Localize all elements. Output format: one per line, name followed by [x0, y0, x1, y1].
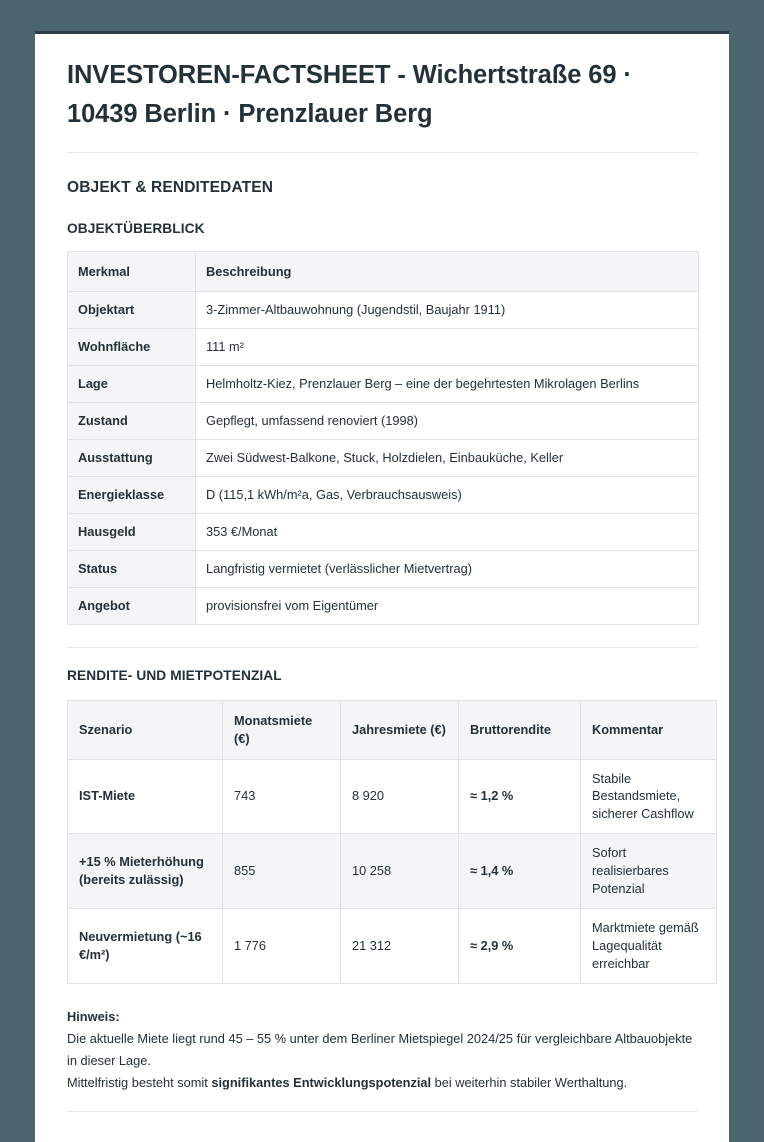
cell-feature-key: Objektart — [68, 292, 196, 329]
cell-feature-value: D (115,1 kWh/m²a, Gas, Verbrauchsausweis) — [196, 476, 699, 513]
table-row — [68, 329, 699, 366]
cell-feature-key: Status — [68, 550, 196, 587]
column-header-jahresmiete: Jahresmiete (€) — [341, 700, 459, 759]
subheading-object-overview: OBJEKTÜBERBLICK — [67, 220, 205, 236]
cell-monthly-rent: 743 — [223, 759, 341, 834]
table-row — [68, 759, 717, 834]
table-row — [68, 834, 717, 909]
cell-feature-value: Zwei Südwest-Balkone, Stuck, Holzdielen, Einbauküche, Keller — [196, 440, 699, 477]
cell-comment: Marktmiete gemäß Lagequalität erreichbar — [581, 909, 717, 984]
cell-feature-value: Langfristig vermietet (verlässlicher Mietvertrag) — [196, 550, 699, 587]
column-header-monatsmiete: Monatsmiete (€) — [223, 700, 341, 759]
cell-annual-rent: 10 258 — [341, 834, 459, 909]
section-heading-object-yield-data: OBJEKT & RENDITEDATEN — [67, 178, 274, 196]
column-header-kommentar: Kommentar — [581, 700, 717, 759]
table-row — [68, 550, 699, 587]
column-header-beschreibung: Beschreibung — [196, 251, 699, 292]
yield-potential-table — [67, 700, 717, 984]
cell-comment: Sofort realisierbares Potenzial — [581, 834, 717, 909]
yield-table-body — [68, 759, 717, 983]
cell-feature-key: Zustand — [68, 403, 196, 440]
cell-feature-value: provisionsfrei vom Eigentümer — [196, 587, 699, 624]
cell-feature-value: Helmholtz-Kiez, Prenzlauer Berg – eine der begehrtesten Mikrolagen Berlins — [196, 366, 699, 403]
cell-feature-key: Energieklasse — [68, 476, 196, 513]
column-header-szenario: Szenario — [68, 700, 223, 759]
cell-feature-key: Hausgeld — [68, 513, 196, 550]
note-line-2-emphasis: signifikantes Entwicklungspotenzial — [211, 1074, 432, 1090]
cell-monthly-rent: 1 776 — [223, 909, 341, 984]
note-block — [67, 1006, 697, 1094]
object-overview-table-head — [68, 251, 699, 292]
cell-feature-value: 111 m² — [196, 329, 699, 366]
note-line-1: Die aktuelle Miete liegt rund 45 – 55 % unter dem Berliner Mietspiegel 2024/25 für vergleichbare Altbauobjekte in dieser Lage. — [67, 1030, 693, 1068]
table-row — [68, 513, 699, 550]
bottom-divider — [67, 1111, 697, 1112]
object-overview-table — [67, 251, 699, 625]
table-row — [68, 909, 717, 984]
note-line-2 — [67, 1072, 697, 1094]
factsheet-card — [35, 31, 729, 1142]
note-line-2-suffix: bei weiterhin stabiler Werthaltung. — [431, 1074, 628, 1090]
table-header-row — [68, 700, 717, 759]
column-header-merkmal: Merkmal — [68, 251, 196, 292]
title-divider — [67, 152, 697, 153]
table-row — [68, 587, 699, 624]
cell-scenario: +15 % Mieterhöhung (bereits zulässig) — [68, 834, 223, 909]
cell-feature-key: Angebot — [68, 587, 196, 624]
table-row — [68, 366, 699, 403]
yield-table-head — [68, 700, 717, 759]
cell-comment: Stabile Bestandsmiete, sicherer Cashflow — [581, 759, 717, 834]
table-row — [68, 403, 699, 440]
table-row — [68, 440, 699, 477]
cell-annual-rent: 21 312 — [341, 909, 459, 984]
note-line-2-prefix: Mittelfristig besteht somit — [67, 1074, 212, 1090]
column-header-bruttorendite: Bruttorendite — [459, 700, 581, 759]
subheading-yield-potential: RENDITE- UND MIETPOTENZIAL — [67, 667, 282, 683]
table-header-row — [68, 251, 699, 292]
cell-feature-key: Ausstattung — [68, 440, 196, 477]
note-label: Hinweis: — [67, 1008, 120, 1024]
section-divider-yield — [67, 647, 697, 648]
cell-feature-value: Gepflegt, umfassend renoviert (1998) — [196, 403, 699, 440]
page-title: INVESTOREN-FACTSHEET - Wichertstraße 69 · 10439 Berlin · Prenzlauer Berg — [67, 61, 632, 128]
cell-gross-yield: ≈ 1,4 % — [459, 834, 581, 909]
cell-feature-value: 3-Zimmer-Altbauwohnung (Jugendstil, Baujahr 1911) — [196, 292, 699, 329]
cell-annual-rent: 8 920 — [341, 759, 459, 834]
cell-feature-key: Lage — [68, 366, 196, 403]
cell-gross-yield: ≈ 2,9 % — [459, 909, 581, 984]
cell-scenario: IST-Miete — [68, 759, 223, 834]
cell-monthly-rent: 855 — [223, 834, 341, 909]
cell-scenario: Neuvermietung (~16 €/m²) — [68, 909, 223, 984]
table-row — [68, 292, 699, 329]
cell-feature-value: 353 €/Monat — [196, 513, 699, 550]
table-row — [68, 476, 699, 513]
object-overview-table-body — [68, 292, 699, 624]
cell-gross-yield: ≈ 1,2 % — [459, 759, 581, 834]
cell-feature-key: Wohnfläche — [68, 329, 196, 366]
